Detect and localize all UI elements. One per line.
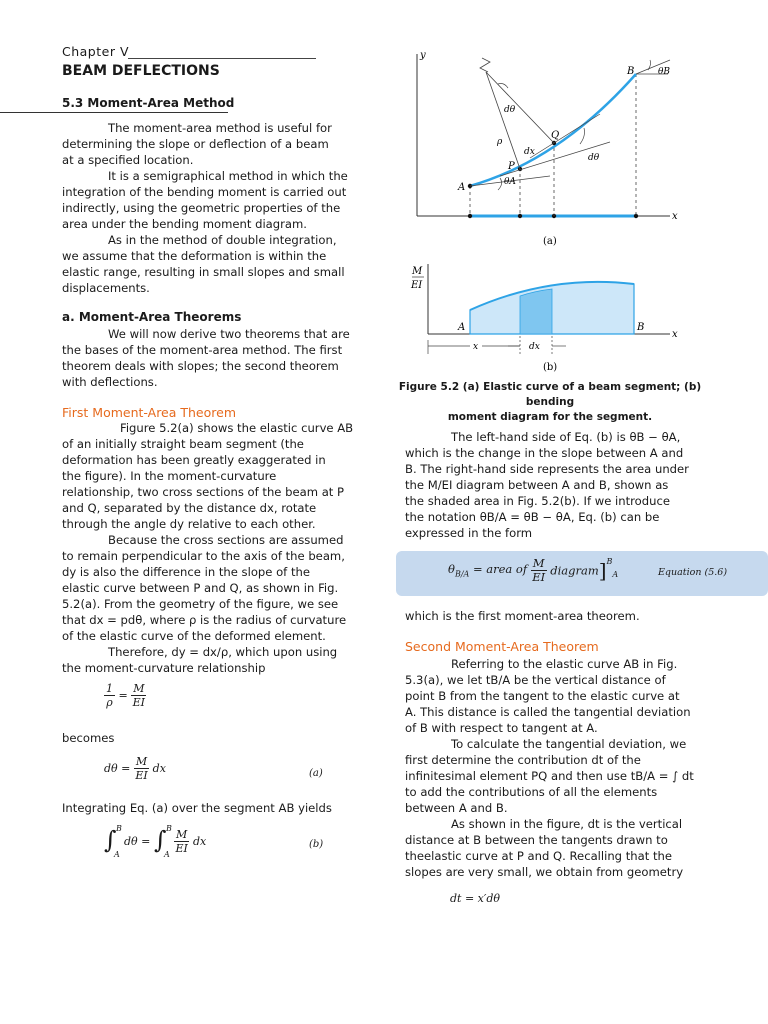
element-strip: [520, 289, 552, 334]
y-axis-label: y: [420, 50, 426, 61]
equation-dt: dt = x′dθ: [450, 892, 501, 905]
integrating-text: Integrating Eq. (a) over the segment AB yields: [62, 801, 332, 815]
projection-lines: [470, 74, 636, 216]
thetaA-arc: [498, 178, 502, 190]
second-theorem-heading: Second Moment-Area Theorem: [405, 639, 599, 654]
mei-x-label: x: [672, 329, 678, 340]
label-ei: EI: [411, 280, 423, 291]
section-heading: 5.3 Moment-Area Method: [62, 96, 235, 110]
equation-a-label: (a): [309, 768, 323, 779]
break-symbol: [480, 58, 490, 72]
chapter-rule: [128, 58, 316, 59]
dim-label-dx: dx: [529, 342, 540, 352]
fig-label-b: (b): [543, 362, 558, 373]
label-dtheta-side: dθ: [588, 153, 600, 163]
label-m: M: [412, 266, 423, 277]
paragraph-lhs: The left-hand side of Eq. (b) is θB − θA, which is the change in the slope between A and B. The right-hand side represents the area under the M/EI diagram between A and B, shown as the shaded area in Fig. 5.2(b). If we introduce the notation θB/A = θB − θA, Eq. (b) can be expressed in the form: [405, 430, 689, 540]
mei-label-a: A: [458, 322, 466, 333]
radius-line-p: [486, 72, 520, 169]
dim-label-x: x: [473, 342, 479, 352]
first-theorem-heading: First Moment-Area Theorem: [62, 405, 237, 420]
becomes-text: becomes: [62, 731, 115, 745]
first-theorem-statement: which is the first moment-area theorem.: [405, 609, 640, 623]
paragraph-second-theorem: Referring to the elastic curve AB in Fig. 5.3(a), we let tB/A be the vertical distance of point B from the tangent to the elastic curve at A. This distance is called the tangential deviation of B with respect to tangent at A. To calculate the tangential deviation, we first determine the contribution dt of the infinitesimal element PQ and then use tB/A = ∫ dt to add the contributions of all the elements between A and B. As shown in the figure, dt is the vertical distance at B between the tangents drawn to theelastic curve at P and Q. Recalling that the slopes are very small, we obtain from geometry: [405, 657, 694, 879]
fig-label-a: (a): [543, 236, 557, 247]
equation-5-6-box: [396, 551, 768, 596]
mei-label-b: B: [637, 322, 645, 333]
subheading-theorems: a. Moment-Area Theorems: [62, 310, 242, 324]
page-title: BEAM DEFLECTIONS: [62, 63, 220, 79]
section-rule: [0, 112, 228, 113]
chapter-label: Chapter V: [62, 44, 129, 59]
label-a: A: [458, 182, 466, 193]
label-theta-a: θA: [504, 177, 516, 187]
paragraph-intro: The moment-area method is useful for determining the slope or deflection of a beam at a specified location. It is a semigraphical method in which the integration of the bending moment is carried out indirectly, using the geometric properties of the area under the bending moment diagram. As in the method of double integration, we assume that the deformation is within the elastic range, resulting in small slopes and small displacements.: [62, 121, 348, 295]
label-q: Q: [551, 130, 560, 141]
equation-5-6: $\theta_{B/A}$ = area of $\frac{M}{EI}$ diagram]$^B_A$: [448, 556, 619, 584]
label-dx-top: dx: [524, 147, 535, 157]
tangent-q: [530, 114, 600, 158]
radius-line-q: [486, 72, 554, 143]
label-p: P: [508, 161, 515, 172]
equation-a: dθ = $\frac{M}{EI}$ dx: [104, 755, 166, 782]
label-rho: ρ: [497, 137, 503, 147]
label-dtheta-top: dθ: [504, 105, 516, 115]
paragraph-first-theorem: Figure 5.2(a) shows the elastic curve AB of an initially straight beam segment (the deformation has been greatly exaggerated in the figure). In the moment-curvature relationship, two cross sections of the beam at P and Q, separated by the distance dx, rotate through the angle dy relative to each other. Because the cross sections are assumed to remain perpendicular to the axis of the beam, dy is also the difference in the slope of the elastic curve between P and Q, as shown in Fig. 5.2(a). From the geometry of the figure, we see that dx = pdθ, where ρ is the radius of curvature of the elastic curve of the deformed element. Therefore, dy = dx/ρ, which upon using the moment-curvature relationship: [62, 421, 354, 675]
label-b: B: [627, 66, 635, 77]
dtheta-arc-side: [580, 128, 585, 144]
paragraph-theorems: We will now derive two theorems that are the bases of the moment-area method. The first theorem deals with slopes; the second theorem with deflections.: [62, 327, 350, 389]
label-theta-b: θB: [658, 67, 671, 77]
equation-5-6-label: Equation (5.6): [658, 567, 728, 578]
figure-5-2: [400, 40, 700, 380]
x-axis-label: x: [672, 211, 678, 222]
equation-curvature: $\frac{1}{\rho}$ = $\frac{M}{EI}$: [106, 682, 146, 709]
figure-caption: Figure 5.2 (a) Elastic curve of a beam segment; (b) bending moment diagram for the segment.: [398, 381, 702, 423]
equation-b: ∫ B A dθ = ∫ B A $\frac{M}{EI}$ dx: [104, 824, 207, 859]
equation-b-label: (b): [309, 839, 324, 850]
